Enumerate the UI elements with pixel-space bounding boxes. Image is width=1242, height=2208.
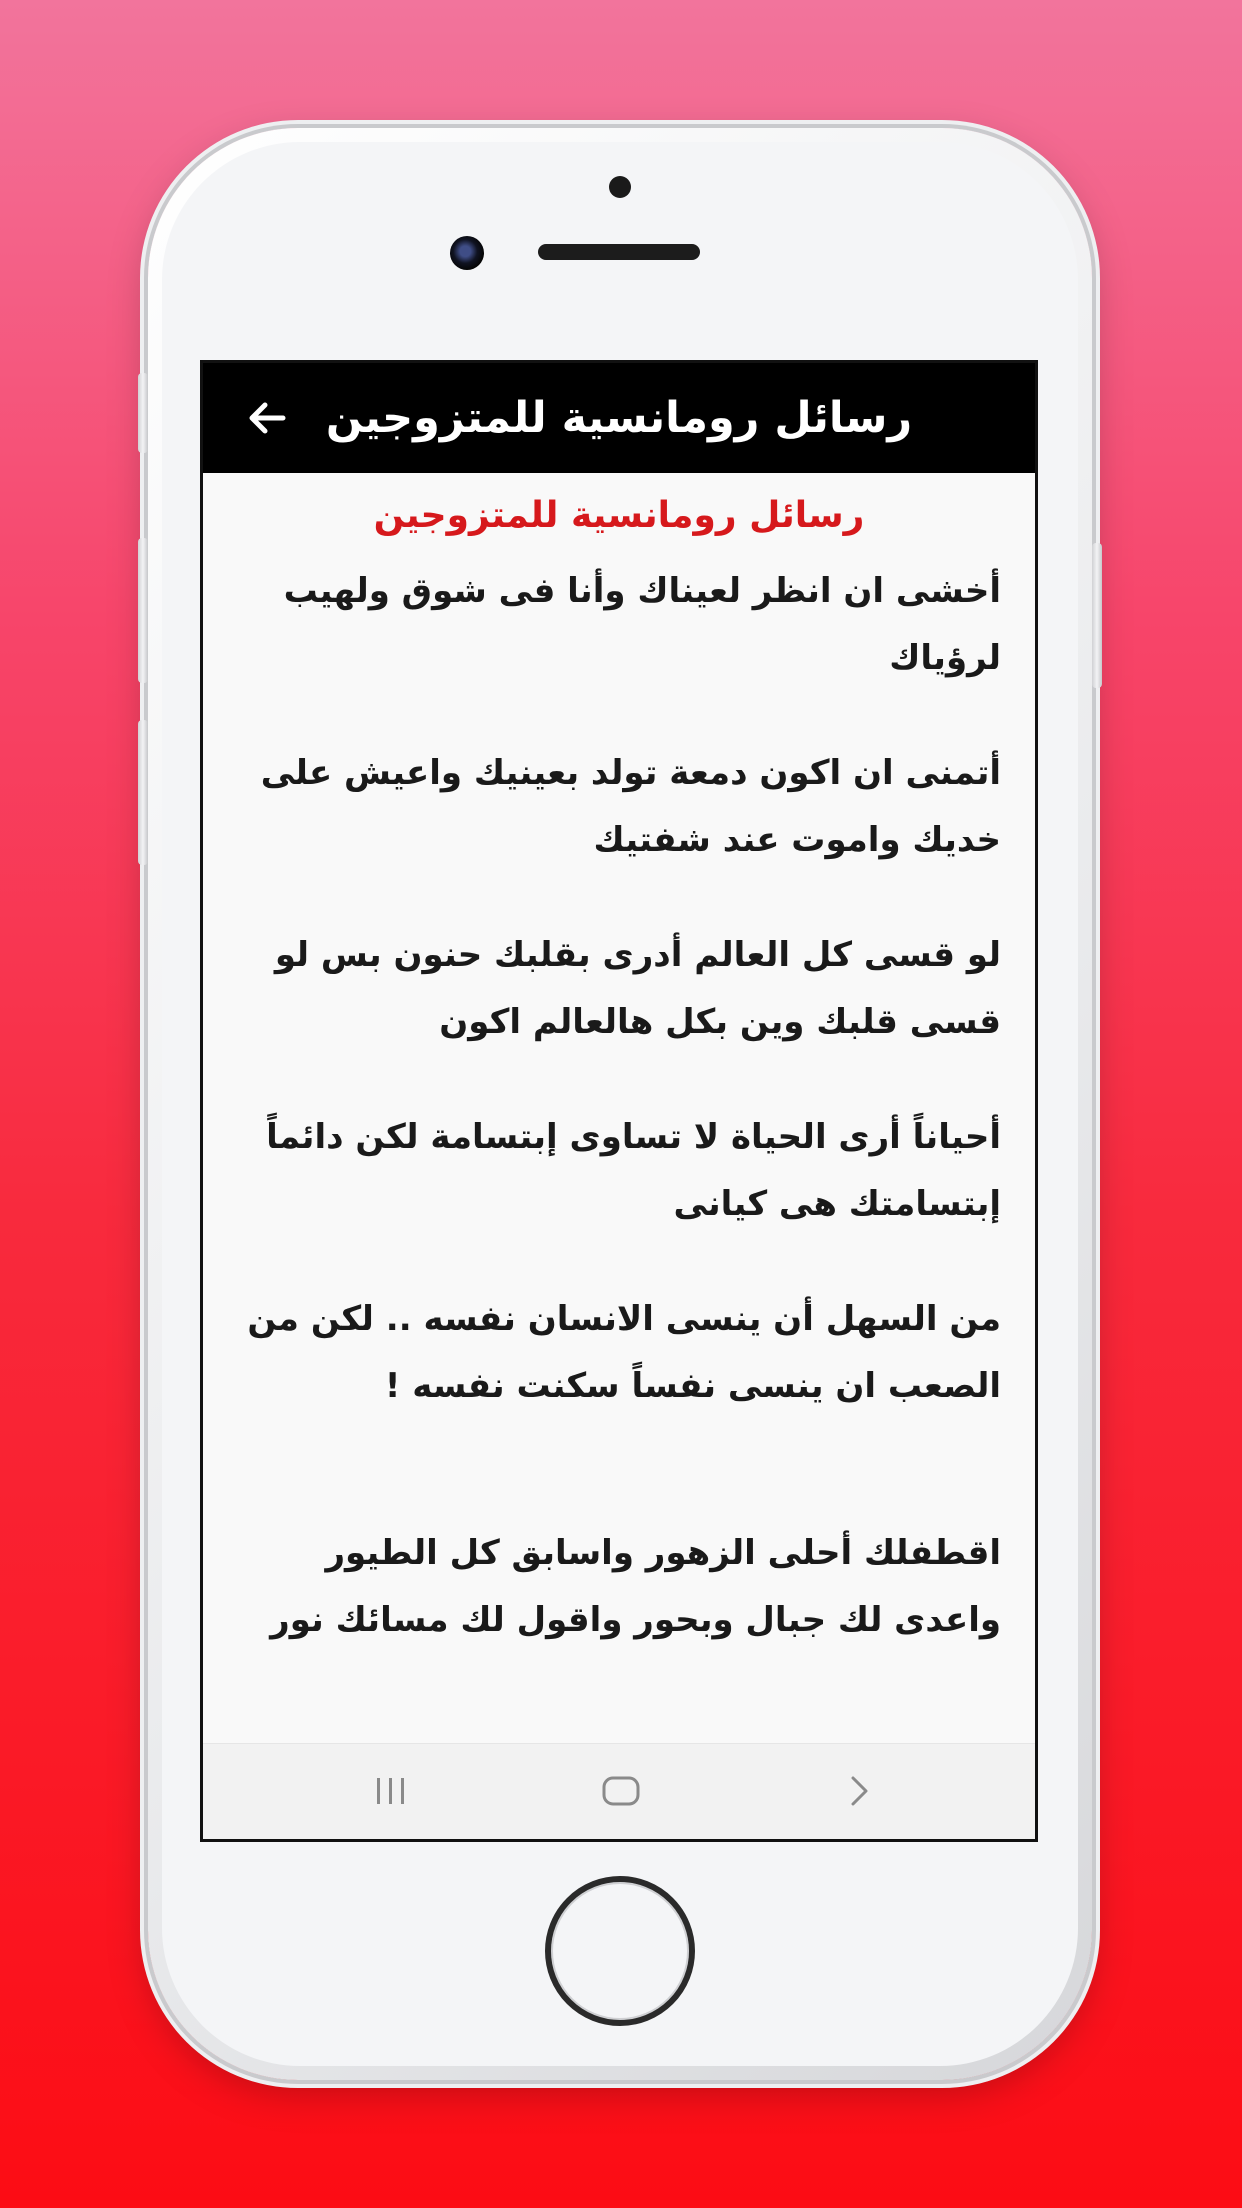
power-button — [1092, 543, 1102, 688]
phone-mockup — [148, 128, 1092, 2080]
chevron-left-icon[interactable] — [839, 1774, 879, 1808]
phone-screen — [200, 360, 1038, 1842]
message-text: أحياناً أرى الحياة لا تساوى إبتسامة لكن دائماً إبتسامتك هى كيانى — [266, 1117, 1001, 1224]
message-text: اقطفلك أحلى الزهور واسابق كل الطيور واعدى لك جبال وبحور واقول لك مسائك نور — [270, 1533, 1001, 1640]
app-bar — [203, 363, 1035, 473]
arrow-left-icon[interactable] — [243, 394, 291, 442]
message-text: لو قسى كل العالم أدرى بقلبك حنون بس لو قسى قلبك وين بكل هالعالم اكون — [274, 935, 1001, 1042]
page-heading: رسائل رومانسية للمتزوجين — [373, 495, 865, 536]
front-camera — [450, 236, 484, 270]
message-text: أخشى ان انظر لعيناك وأنا فى شوق ولهيب لرؤياك — [283, 571, 1001, 678]
proximity-sensor — [609, 176, 631, 198]
message-text: أتمنى ان اكون دمعة تولد بعينيك واعيش على خديك واموت عند شفتيك — [260, 753, 1001, 860]
volume-up-button — [138, 538, 148, 683]
home-button[interactable] — [545, 1876, 695, 2026]
earpiece-speaker — [538, 244, 700, 260]
silent-switch — [138, 373, 148, 453]
system-nav-bar — [203, 1743, 1035, 1839]
message-text: من السهل أن ينسى الانسان نفسه .. لكن من الصعب ان ينسى نفساً سكنت نفسه ! — [247, 1299, 1001, 1406]
recent-apps-icon[interactable] — [371, 1774, 411, 1808]
volume-down-button — [138, 720, 148, 865]
messages-content — [203, 495, 1035, 1654]
app-bar-title: رسائل رومانسية للمتزوجين — [325, 393, 913, 443]
home-icon[interactable] — [601, 1774, 641, 1808]
